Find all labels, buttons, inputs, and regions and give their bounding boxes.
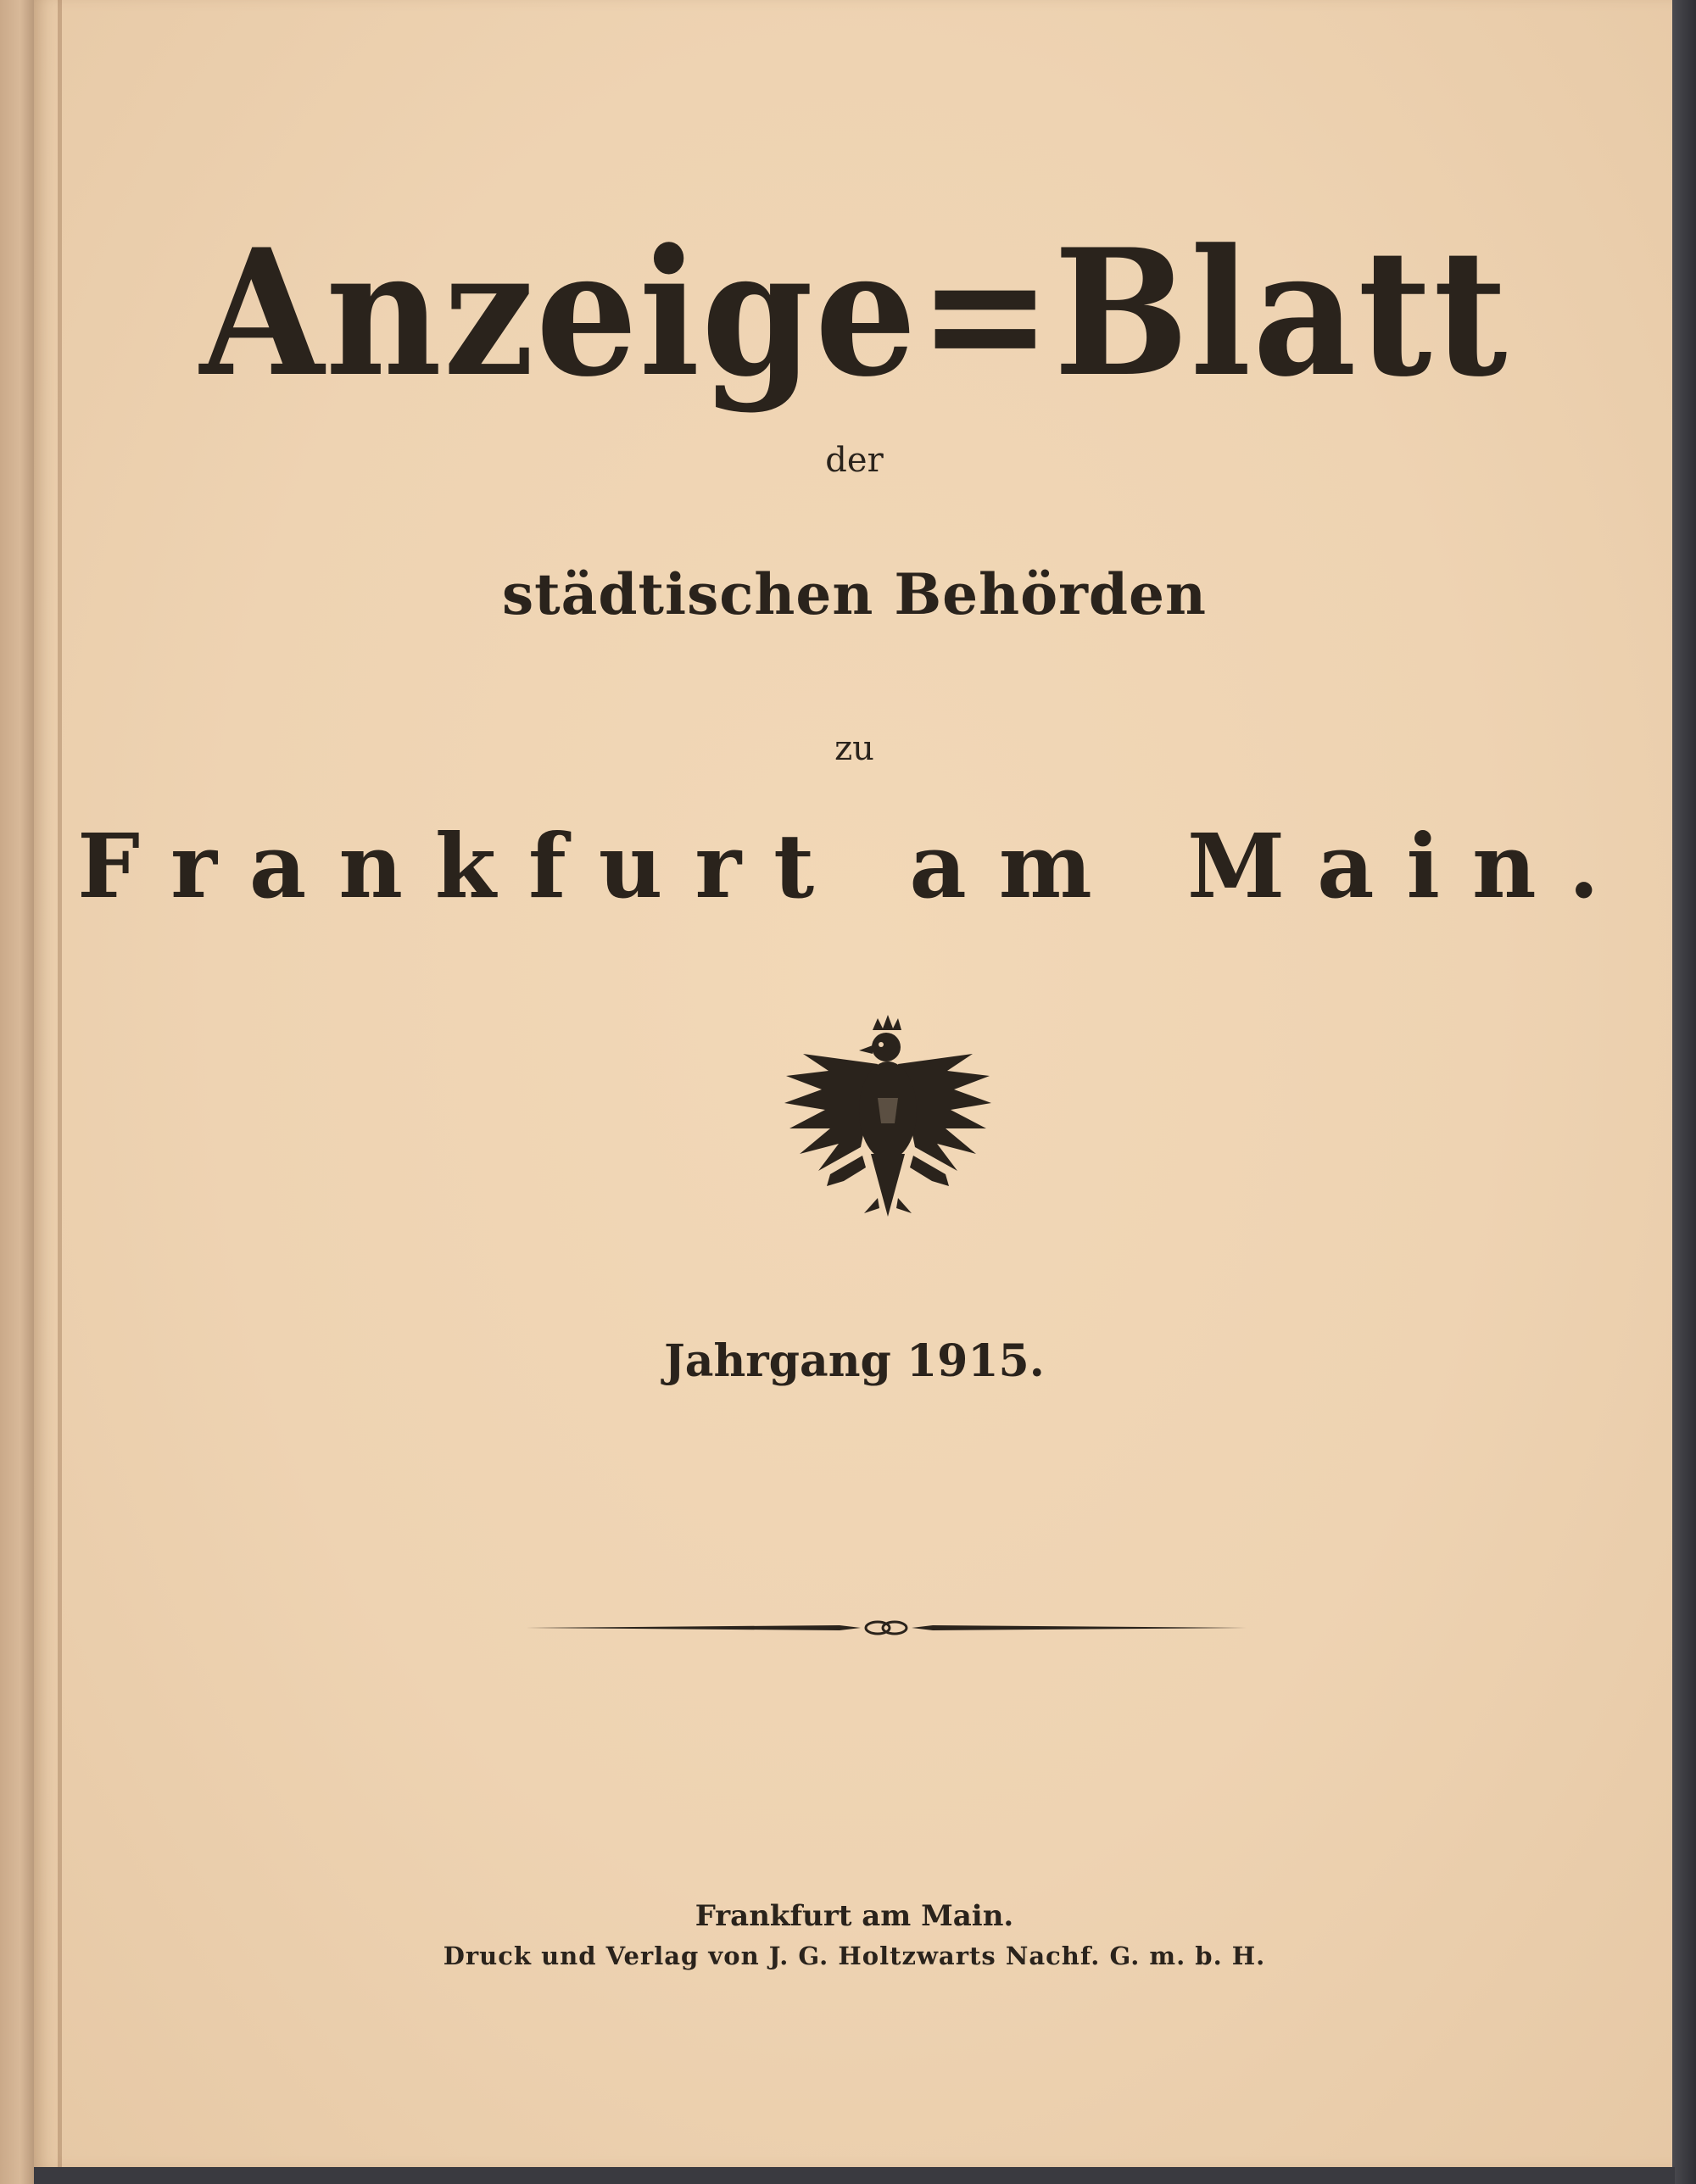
book-cover-edge: [1672, 0, 1696, 2184]
book-cover-bottom: [34, 2167, 1675, 2184]
subtitle-authorities: städtischen Behörden: [501, 561, 1208, 627]
city-name: Frankfurt am Main.: [77, 814, 1632, 918]
subtitle-zu: zu: [834, 729, 874, 768]
year-line: Jahrgang 1915.: [664, 1335, 1045, 1387]
subtitle-der: der: [825, 441, 884, 480]
page-title: Anzeige=Blatt: [199, 212, 1509, 415]
imprint-city: Frankfurt am Main.: [695, 1899, 1014, 1933]
eagle-icon: [778, 1005, 998, 1225]
imprint-publisher: Druck und Verlag von J. G. Holtzwarts Nachf. G. m. b. H.: [443, 1942, 1266, 1970]
ornamental-rule: [526, 1611, 1247, 1645]
book-binding-left: [0, 0, 34, 2184]
